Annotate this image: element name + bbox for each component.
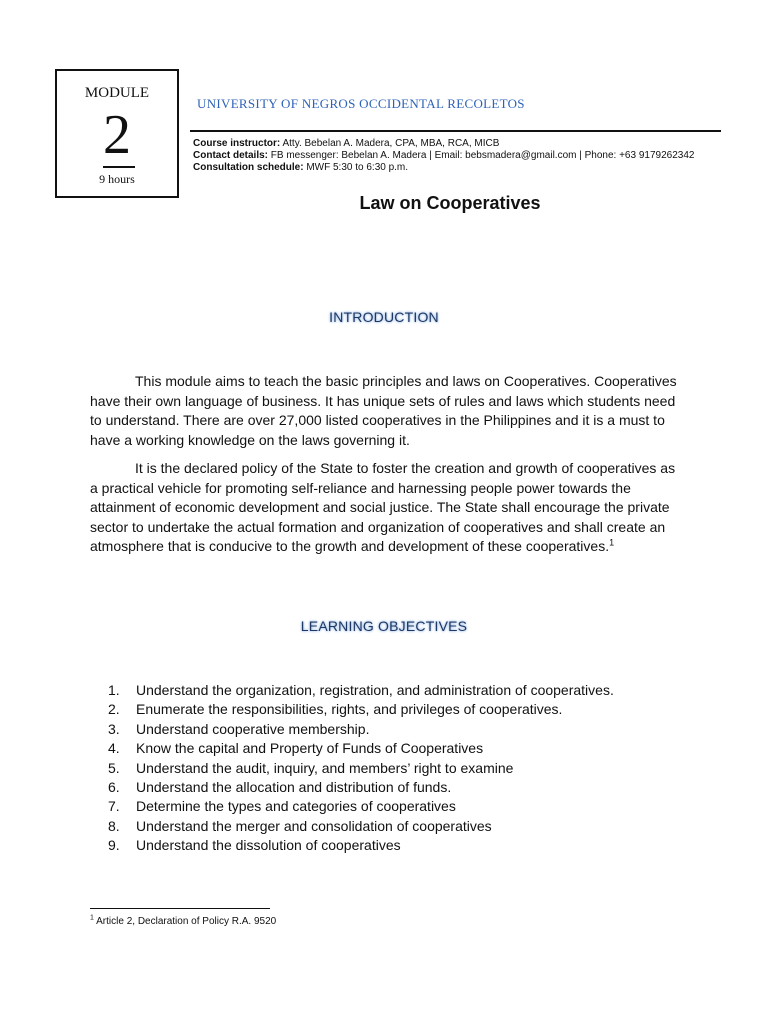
module-number: 2 xyxy=(103,104,131,166)
list-item-number: 8. xyxy=(108,817,120,834)
contact-line xyxy=(193,150,694,162)
intro-paragraph-2-text: It is the declared policy of the State to foster the creation and growth of cooperatives as a practical vehicle for promoting self-reliance and harnessing people power towards the attainment of economic development and social justice. The State shall encourage the private sector to undertake the actual formation and organization of cooperatives and shall create an atmosphere that is conducive to the growth and development of these cooperatives. xyxy=(90,460,676,554)
list-item xyxy=(108,700,614,719)
objectives-list xyxy=(108,681,614,856)
list-item-text: Know the capital and Property of Funds of Cooperatives xyxy=(136,740,484,757)
list-item-text: Understand the allocation and distribution of funds. xyxy=(136,779,452,796)
list-item-number: 1. xyxy=(108,682,120,698)
instructor-value: Atty. Bebelan A. Madera, CPA, MBA, RCA, MICB xyxy=(280,138,500,149)
footnote-text: Article 2, Declaration of Policy R.A. 9520 xyxy=(93,916,277,927)
module-hours: 9 hours xyxy=(99,172,135,186)
list-item xyxy=(108,720,614,739)
university-name: UNIVERSITY OF NEGROS OCCIDENTAL RECOLETOS xyxy=(197,96,525,111)
list-item-text: Understand the dissolution of cooperatives xyxy=(136,837,401,854)
list-item xyxy=(108,836,614,855)
footnote-number: 1 xyxy=(90,914,94,922)
objectives-heading: LEARNING OBJECTIVES xyxy=(300,618,468,634)
schedule-value: MWF 5:30 to 6:30 p.m. xyxy=(303,162,409,173)
document-title: Law on Cooperatives xyxy=(359,193,541,213)
header-divider xyxy=(190,130,721,132)
instructor-label: Course instructor: xyxy=(193,138,281,149)
list-item-number: 7. xyxy=(108,798,120,815)
footnote xyxy=(90,916,276,927)
module-divider xyxy=(103,166,135,168)
instructor-line xyxy=(193,138,499,150)
list-item-number: 4. xyxy=(108,740,120,757)
list-item-text: Understand cooperative membership. xyxy=(136,720,370,737)
list-item-text: Understand the merger and consolidation of cooperatives xyxy=(136,817,492,834)
list-item xyxy=(108,739,614,758)
list-item-text: Understand the organization, registration, and administration of cooperatives. xyxy=(136,682,614,698)
list-item-number: 6. xyxy=(108,779,120,796)
schedule-label: Consultation schedule: xyxy=(193,162,304,173)
module-box xyxy=(55,69,179,198)
footnote-reference: 1 xyxy=(609,537,615,548)
list-item-text: Enumerate the responsibilities, rights, and privileges of cooperatives. xyxy=(136,701,563,718)
module-label: MODULE xyxy=(84,85,150,101)
list-item xyxy=(108,759,614,778)
contact-value: FB messenger: Bebelan A. Madera | Email: bebsmadera@gmail.com | Phone: +63 9179262342 xyxy=(268,150,695,161)
list-item-text: Understand the audit, inquiry, and members’ right to examine xyxy=(136,759,514,776)
list-item xyxy=(108,778,614,797)
list-item xyxy=(108,817,614,836)
contact-label: Contact details: xyxy=(193,150,269,161)
list-item xyxy=(108,797,614,816)
schedule-line xyxy=(193,162,408,174)
introduction-heading: INTRODUCTION xyxy=(329,309,439,325)
intro-paragraph-1 xyxy=(90,372,680,450)
intro-paragraph-1-text: This module aims to teach the basic principles and laws on Cooperatives. Cooperatives have their own language of business. It has unique sets of rules and laws which students need to understand. There are over 27,000 listed cooperatives in the Philippines and it is a must to have a working knowledge on the laws governing it. xyxy=(90,373,677,448)
list-item-number: 2. xyxy=(108,701,120,718)
footnote-divider xyxy=(90,908,270,909)
intro-paragraph-2 xyxy=(90,459,680,557)
list-item xyxy=(108,681,614,700)
list-item-number: 5. xyxy=(108,759,120,776)
list-item-number: 9. xyxy=(108,837,120,854)
list-item-number: 3. xyxy=(108,720,120,737)
list-item-text: Determine the types and categories of cooperatives xyxy=(136,798,456,815)
